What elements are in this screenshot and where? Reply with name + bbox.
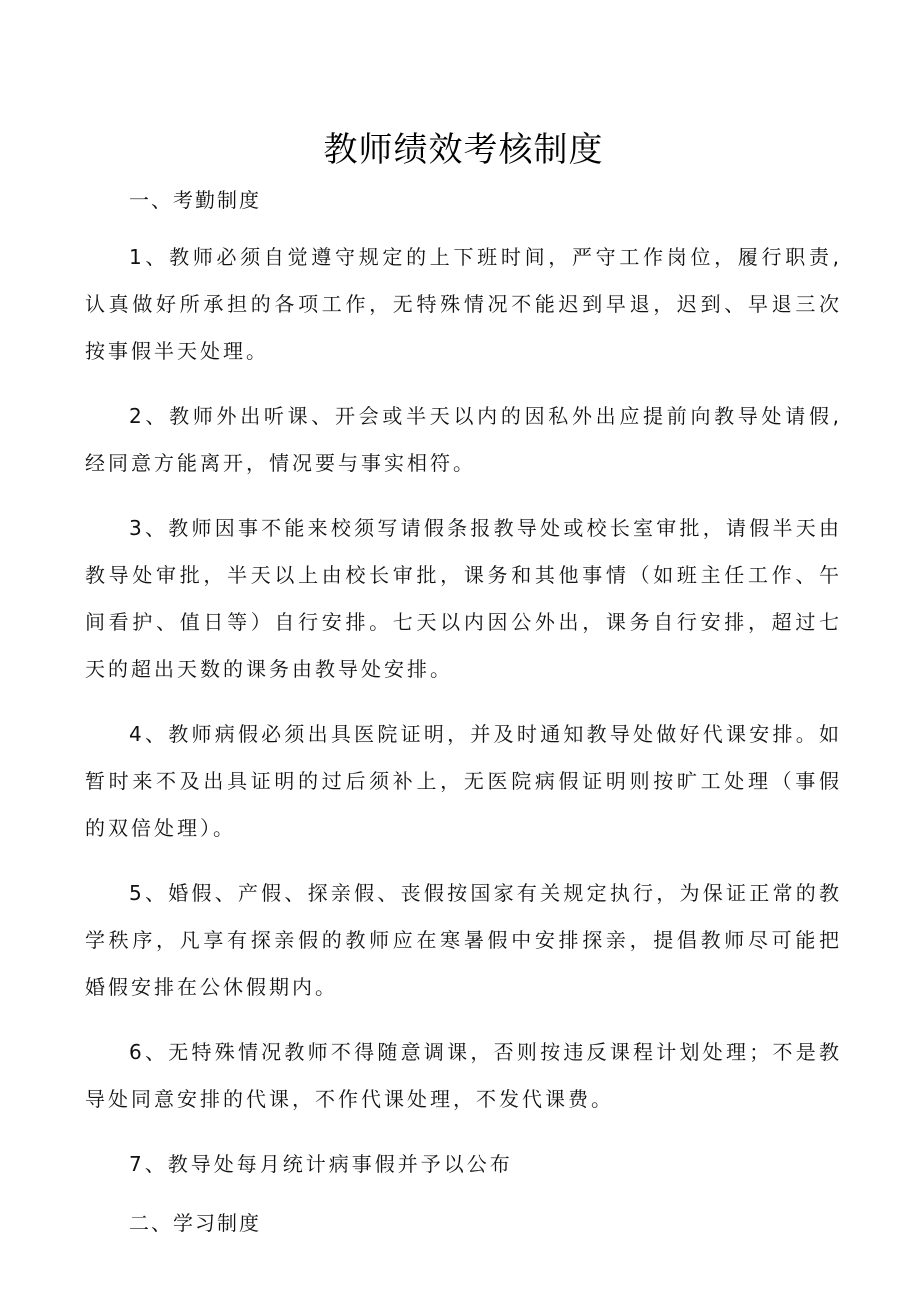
item-number: 5、 <box>129 881 169 905</box>
attendance-item-7 <box>85 1141 842 1188</box>
item-number: 6、 <box>129 1040 169 1064</box>
item-text: 教师必须自觉遵守规定的上下班时间，严守工作岗位，履行职责,认真做好所承担的各项工作，无特殊情况不能迟到早退，迟到、早退三次按事假半天处理。 <box>85 245 842 363</box>
item-text: 无特殊情况教师不得随意调课，否则按违反课程计划处理；不是教导处同意安排的代课，不作代课处理，不发代课费。 <box>85 1040 842 1111</box>
attendance-item-1 <box>85 234 842 375</box>
item-text: 教师病假必须出具医院证明，并及时通知教导处做好代课安排。如暂时来不及出具证明的过后须补上，无医院病假证明则按旷工处理（事假的双倍处理）。 <box>85 722 842 840</box>
item-number: 3、 <box>129 516 169 540</box>
attendance-item-5 <box>85 870 842 1011</box>
item-number: 1、 <box>129 245 170 269</box>
item-text: 婚假、产假、探亲假、丧假按国家有关规定执行，为保证正常的教学秩序，凡享有探亲假的教师应在寒暑假中安排探亲，提倡教师尽可能把婚假安排在公休假期内。 <box>85 881 842 999</box>
attendance-item-2 <box>85 393 842 487</box>
attendance-item-3 <box>85 505 842 693</box>
attendance-item-6 <box>85 1029 842 1123</box>
attendance-item-4 <box>85 711 842 852</box>
section-heading-study: 二、学习制度 <box>129 1211 261 1235</box>
section-heading-attendance: 一、考勤制度 <box>129 188 261 212</box>
item-number: 7、 <box>129 1152 168 1176</box>
item-text: 教师外出听课、开会或半天以内的因私外出应提前向教导处请假,经同意方能离开，情况要与事实相符。 <box>85 404 842 475</box>
document-title: 教师绩效考核制度 <box>323 130 604 170</box>
item-text: 教导处每月统计病事假并予以公布 <box>167 1152 513 1176</box>
item-text: 教师因事不能来校须写请假条报教导处或校长室审批，请假半天由教导处审批，半天以上由校长审批，课务和其他事情（如班主任工作、午间看护、值日等）自行安排。七天以内因公外出，课务自行安排，超过七天的超出天数的课务由教导处安排。 <box>85 516 842 681</box>
item-number: 2、 <box>129 404 170 428</box>
item-number: 4、 <box>129 722 169 746</box>
